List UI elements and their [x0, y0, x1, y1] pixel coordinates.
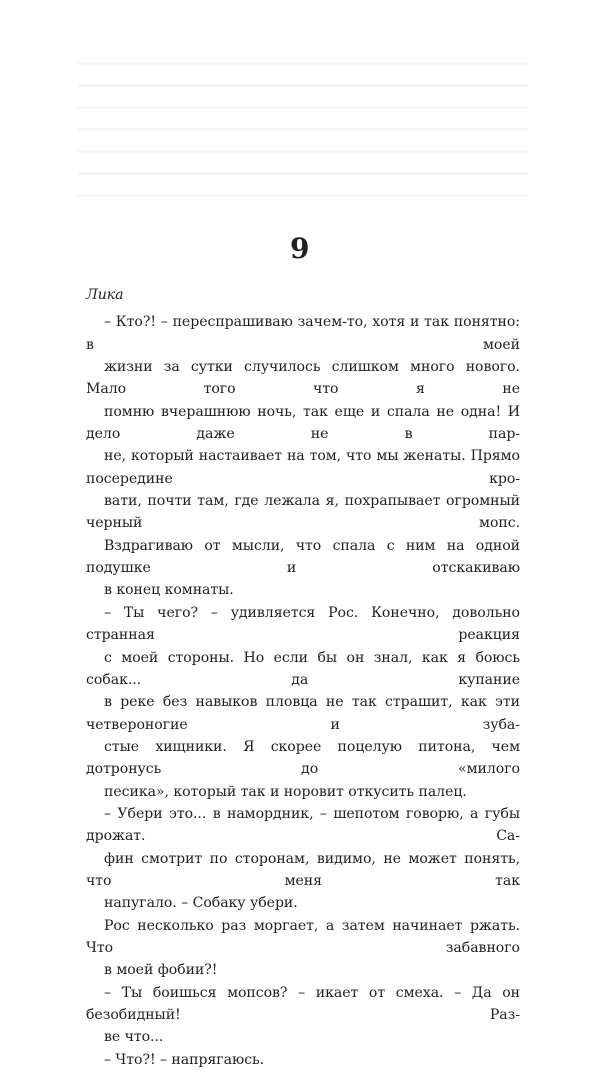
text-line: в реке без навыков пловца не так страшит, как эти четвероногие и зуба- — [86, 694, 520, 733]
text-line: – Ты боишься мопсов? – икает от смеха. – Да он безобидный! Раз- — [86, 984, 520, 1023]
paragraph — [86, 982, 520, 1049]
show-through-line — [78, 172, 528, 175]
text-line: вати, почти там, где лежала я, похрапывает огромный черный мопс. — [86, 493, 520, 532]
show-through-line — [78, 84, 528, 87]
text-line: – Кто?! – переспрашиваю зачем-то, хотя и так понятно: в моей — [86, 314, 520, 353]
show-through-line — [78, 150, 528, 153]
paragraph — [86, 311, 520, 601]
text-line: помню вчерашнюю ночь, так еще и спала не одна! И дело даже не в пар- — [86, 403, 520, 443]
paragraph — [86, 602, 520, 803]
paragraph — [86, 915, 520, 982]
text-line: песика», который так и норовит откусить палец. — [104, 783, 467, 800]
show-through-line — [78, 194, 528, 197]
text-line: Вздрагиваю от мысли, что спала с ним на одной подушке и отскакиваю — [86, 537, 520, 577]
body-text — [86, 284, 520, 1071]
text-line: фин смотрит по сторонам, видимо, не может понять, что меня так — [86, 850, 520, 889]
show-through-line — [78, 106, 528, 109]
paragraph — [86, 1049, 520, 1071]
text-line: с моей стороны. Но если бы он знал, как я боюсь собак... да купание — [86, 649, 520, 688]
show-through-line — [78, 128, 528, 131]
show-through-line — [78, 62, 528, 65]
paragraph — [86, 803, 520, 915]
text-line: Рос несколько раз моргает, а затем начинает ржать. Что забавного — [86, 917, 520, 956]
text-line: – Что?! – напрягаюсь. — [104, 1051, 265, 1068]
text-line: жизни за сутки случилось слишком много нового. Мало того что я не — [86, 359, 520, 398]
chapter-number: 9 — [290, 232, 310, 265]
text-line: стые хищники. Я скорее поцелую питона, чем дотронусь до «милого — [86, 738, 520, 778]
pov-label: Лика — [86, 287, 124, 303]
text-line: ве что... — [104, 1029, 164, 1046]
text-line: не, который настаивает на том, что мы женаты. Прямо посередине кро- — [86, 448, 520, 487]
text-line: – Убери это... в намордник, – шепотом говорю, а губы дрожат. Са- — [86, 805, 520, 845]
text-line: – Ты чего? – удивляется Рос. Конечно, довольно странная реакция — [86, 604, 520, 644]
text-line: в конец комнаты. — [104, 582, 234, 599]
text-line: в моей фобии?! — [104, 962, 218, 979]
text-line: напугало. – Собаку убери. — [104, 895, 298, 912]
